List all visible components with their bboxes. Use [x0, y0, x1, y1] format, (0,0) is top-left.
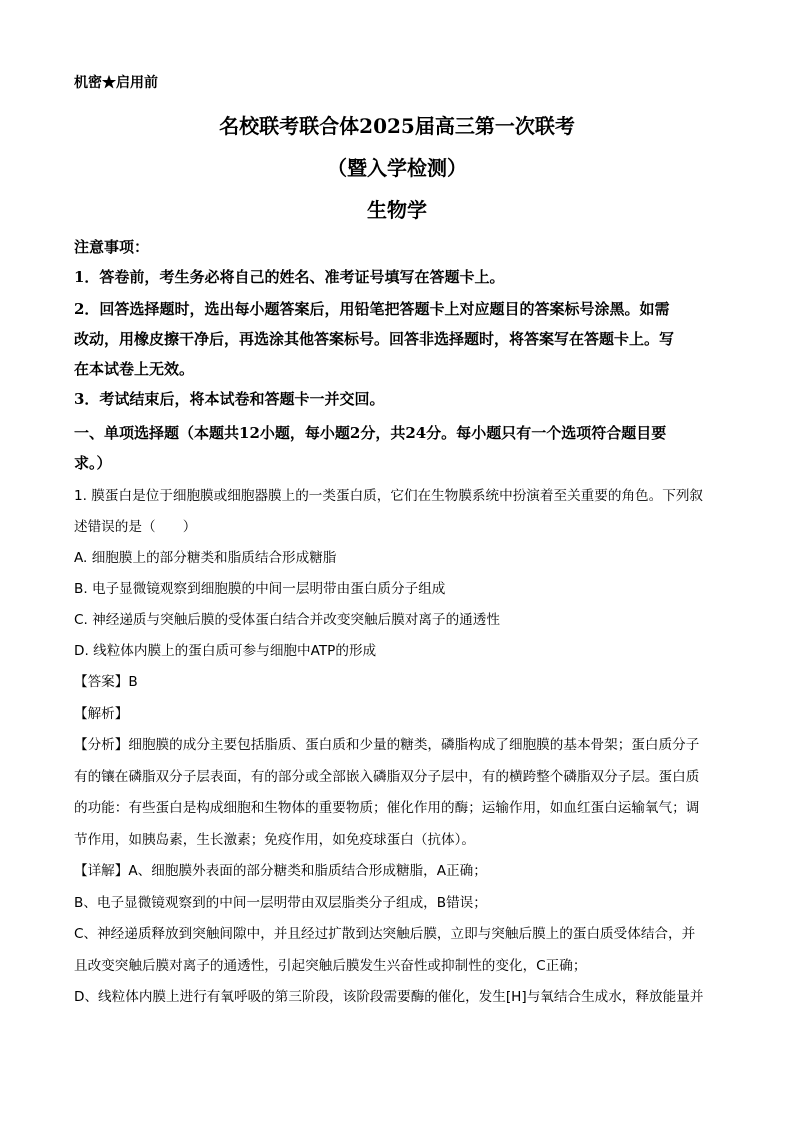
notice-line: 在本试卷上无效。 — [74, 360, 195, 378]
option-c: C. 神经递质与突触后膜的受体蛋白结合并改变突触后膜对离子的通透性 — [74, 612, 500, 628]
detail-line: D、线粒体内膜上进行有氧呼吸的第三阶段，该阶段需要酶的催化，发生[H]与氧结合生成水，释放能量并 — [74, 989, 704, 1005]
analysis-line: 有的镶在磷脂双分子层表面，有的部分或全部嵌入磷脂双分子层中，有的横跨整个磷脂双分子层。蛋白质 — [74, 769, 700, 785]
notice-line: 1．答卷前，考生务必将自己的姓名、准考证号填写在答题卡上。 — [74, 268, 505, 286]
detail-line: 且改变突触后膜对离子的通透性，引起突触后膜发生兴奋性或抑制性的变化，C正确； — [74, 958, 587, 974]
analysis-line: 节作用，如胰岛素，生长激素；免疫作用，如免疫球蛋白（抗体）。 — [74, 832, 476, 848]
notice-line: 3．考试结束后，将本试卷和答题卡一并交回。 — [74, 390, 385, 408]
detail-line: C、神经递质释放到突触间隙中，并且经过扩散到达突触后膜，立即与突触后膜上的蛋白质受体结合，并 — [74, 926, 696, 942]
notice-line: 改动，用橡皮擦干净后，再选涂其他答案标号。回答非选择题时，将答案写在答题卡上。写 — [74, 330, 675, 348]
option-d: D. 线粒体内膜上的蛋白质可参与细胞中ATP的形成 — [74, 643, 377, 659]
subject-title: 生物学 — [367, 198, 427, 222]
exam-subtitle: （暨入学检测） — [327, 156, 467, 180]
notice-heading: 注意事项： — [74, 238, 150, 256]
analysis-line: 【分析】细胞膜的成分主要包括脂质、蛋白质和少量的糖类，磷脂构成了细胞膜的基本骨架；蛋白质分子 — [74, 737, 700, 753]
detail-line: 【详解】A、细胞膜外表面的部分糖类和脂质结合形成糖脂，A正确； — [74, 863, 487, 879]
question-stem: 述错误的是（ ） — [74, 519, 197, 535]
section-heading: 一、单项选择题（本题共12小题，每小题2分，共24分。每小题只有一个选项符合题目要 — [74, 424, 667, 442]
analysis-line: 的功能：有些蛋白是构成细胞和生物体的重要物质；催化作用的酶；运输作用，如血红蛋白运输氧气；调 — [74, 800, 700, 816]
question-stem: 1. 膜蛋白是位于细胞膜或细胞器膜上的一类蛋白质，它们在生物膜系统中扮演着至关重要的角色。下列叙 — [74, 488, 704, 504]
option-b: B. 电子显微镜观察到细胞膜的中间一层明带由蛋白质分子组成 — [74, 581, 446, 597]
section-heading: 求。） — [74, 454, 112, 472]
notice-line: 2．回答选择题时，选出每小题答案后，用铅笔把答题卡上对应题目的答案标号涂黑。如需 — [74, 300, 670, 318]
option-a: A. 细胞膜上的部分糖类和脂质结合形成糖脂 — [74, 550, 337, 566]
analysis-heading: 【解析】 — [74, 706, 129, 722]
answer-label: 【答案】B — [74, 674, 138, 690]
detail-line: B、电子显微镜观察到的中间一层明带由双层脂类分子组成，B错误； — [74, 895, 487, 911]
exam-title: 名校联考联合体2025届高三第一次联考 — [219, 114, 575, 138]
confidential-label: 机密★启用前 — [74, 75, 158, 91]
